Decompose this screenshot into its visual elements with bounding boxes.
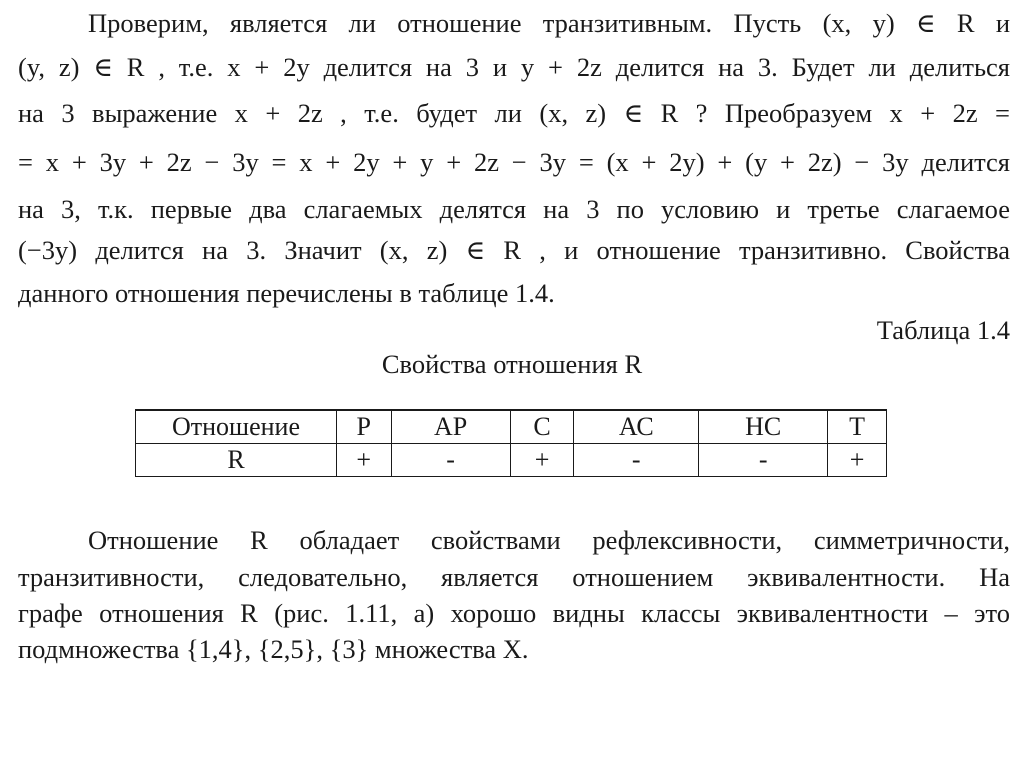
table-caption: Свойства отношения R xyxy=(381,349,643,379)
table-header-row xyxy=(136,410,887,444)
table-header-cell: С xyxy=(510,410,574,444)
table-header-cell: Отношение xyxy=(136,410,337,444)
paragraph1-line-6: (−3y) делится на 3. Значит (x, z) ∈ R , и отношение транзитивно. Свойства xyxy=(18,235,1010,265)
table-header-cell: Р xyxy=(337,410,392,444)
table-header-cell: Т xyxy=(828,410,887,444)
paragraph2-line-1: Отношение R обладает свойствами рефлексивности, симметричности, xyxy=(88,525,1010,555)
table-header-cell: АС xyxy=(574,410,699,444)
paragraph1-line-1: Проверим, является ли отношение транзитивным. Пусть (x, y) ∈ R и xyxy=(88,8,1010,38)
table-cell: + xyxy=(510,444,574,477)
table-cell: + xyxy=(828,444,887,477)
table-cell: - xyxy=(699,444,828,477)
paragraph1-line-2: (y, z) ∈ R , т.е. x + 2y делится на 3 и y + 2z делится на 3. Будет ли делиться xyxy=(18,52,1010,82)
table-header-cell: НС xyxy=(699,410,828,444)
table-cell: - xyxy=(574,444,699,477)
table-cell: R xyxy=(136,444,337,477)
paragraph1-line-5: на 3, т.к. первые два слагаемых делятся на 3 по условию и третье слагаемое xyxy=(18,194,1010,224)
properties-table xyxy=(135,409,887,477)
paragraph2-line-4: подмножества {1,4}, {2,5}, {3} множества X. xyxy=(18,634,529,664)
table-number: Таблица 1.4 xyxy=(876,315,1010,345)
paragraph1-line-4: = x + 3y + 2z − 3y = x + 2y + y + 2z − 3y = (x + 2y) + (y + 2z) − 3y делится xyxy=(18,147,1010,177)
table-header-cell: АР xyxy=(391,410,510,444)
table-cell: - xyxy=(391,444,510,477)
paragraph2-line-3: графе отношения R (рис. 1.11, а) хорошо видны классы эквивалентности – это xyxy=(18,598,1010,628)
paragraph2-line-2: транзитивности, следовательно, является отношением эквивалентности. На xyxy=(18,562,1010,592)
paragraph1-line-3: на 3 выражение x + 2z , т.е. будет ли (x, z) ∈ R ? Преобразуем x + 2z = xyxy=(18,98,1010,128)
table-cell: + xyxy=(337,444,392,477)
table-row xyxy=(136,444,887,477)
paragraph1-line-7: данного отношения перечислены в таблице 1.4. xyxy=(18,278,555,308)
